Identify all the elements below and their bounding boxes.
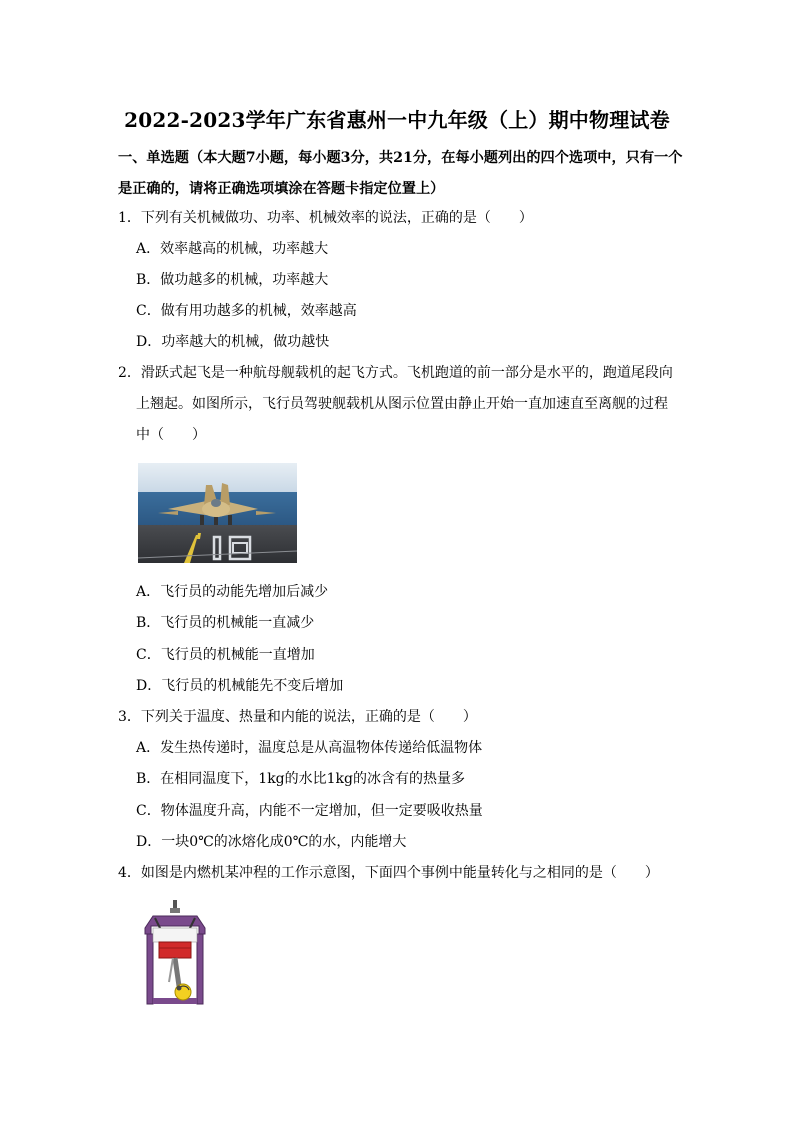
question-2-option-a[interactable]: A．飞行员的动能先增加后减少 <box>136 584 329 600</box>
question-1-option-a[interactable]: A．效率越高的机械，功率越大 <box>136 241 329 257</box>
question-3-option-c[interactable]: C．物体温度升高，内能不一定增加，但一定要吸收热量 <box>136 803 483 819</box>
page-title: 2022-2023学年广东省惠州一中九年级（上）期中物理试卷 <box>124 108 670 132</box>
carrier-jet-figure <box>138 463 297 563</box>
question-3-option-d[interactable]: D．一块0℃的冰熔化成0℃的水，内能增大 <box>136 834 407 850</box>
question-1-option-c[interactable]: C．做有用功越多的机械，效率越高 <box>136 303 357 319</box>
question-3-option-a[interactable]: A．发生热传递时，温度总是从高温物体传递给低温物体 <box>136 740 483 756</box>
question-2-option-c[interactable]: C．飞行员的机械能一直增加 <box>136 647 315 663</box>
question-1-option-d[interactable]: D．功率越大的机械，做功越快 <box>136 334 330 350</box>
section-heading: 一、单选题（本大题7小题，每小题3分，共21分，在每小题列出的四个选项中，只有一个是正确的，请将正确选项填涂在答题卡指定位置上） <box>118 150 683 197</box>
question-1-stem: 1．下列有关机械做功、功率、机械效率的说法，正确的是（ ） <box>118 210 533 226</box>
question-2-stem-line-1: 2．滑跃式起飞是一种航母舰载机的起飞方式。飞机跑道的前一部分是水平的，跑道尾段向 <box>118 365 673 381</box>
question-1-option-b[interactable]: B．做功越多的机械，功率越大 <box>136 272 329 288</box>
engine-stroke-diagram <box>139 898 219 1018</box>
question-2-stem-line-2: 上翘起。如图所示，飞行员驾驶舰载机从图示位置由静止开始一直加速直至离舰的过程 <box>136 396 668 412</box>
question-2-option-b[interactable]: B．飞行员的机械能一直减少 <box>136 615 315 631</box>
engine-figure <box>139 898 219 1018</box>
question-2-option-d[interactable]: D．飞行员的机械能先不变后增加 <box>136 678 344 694</box>
question-3-stem: 3．下列关于温度、热量和内能的说法，正确的是（ ） <box>118 709 477 725</box>
question-4-stem: 4．如图是内燃机某冲程的工作示意图，下面四个事例中能量转化与之相同的是（ ） <box>118 865 659 881</box>
carrier-jet-image <box>138 463 297 563</box>
question-3-option-b[interactable]: B．在相同温度下，1kg的水比1kg的冰含有的热量多 <box>136 771 465 787</box>
question-2-stem-line-3: 中（ ） <box>136 427 206 443</box>
